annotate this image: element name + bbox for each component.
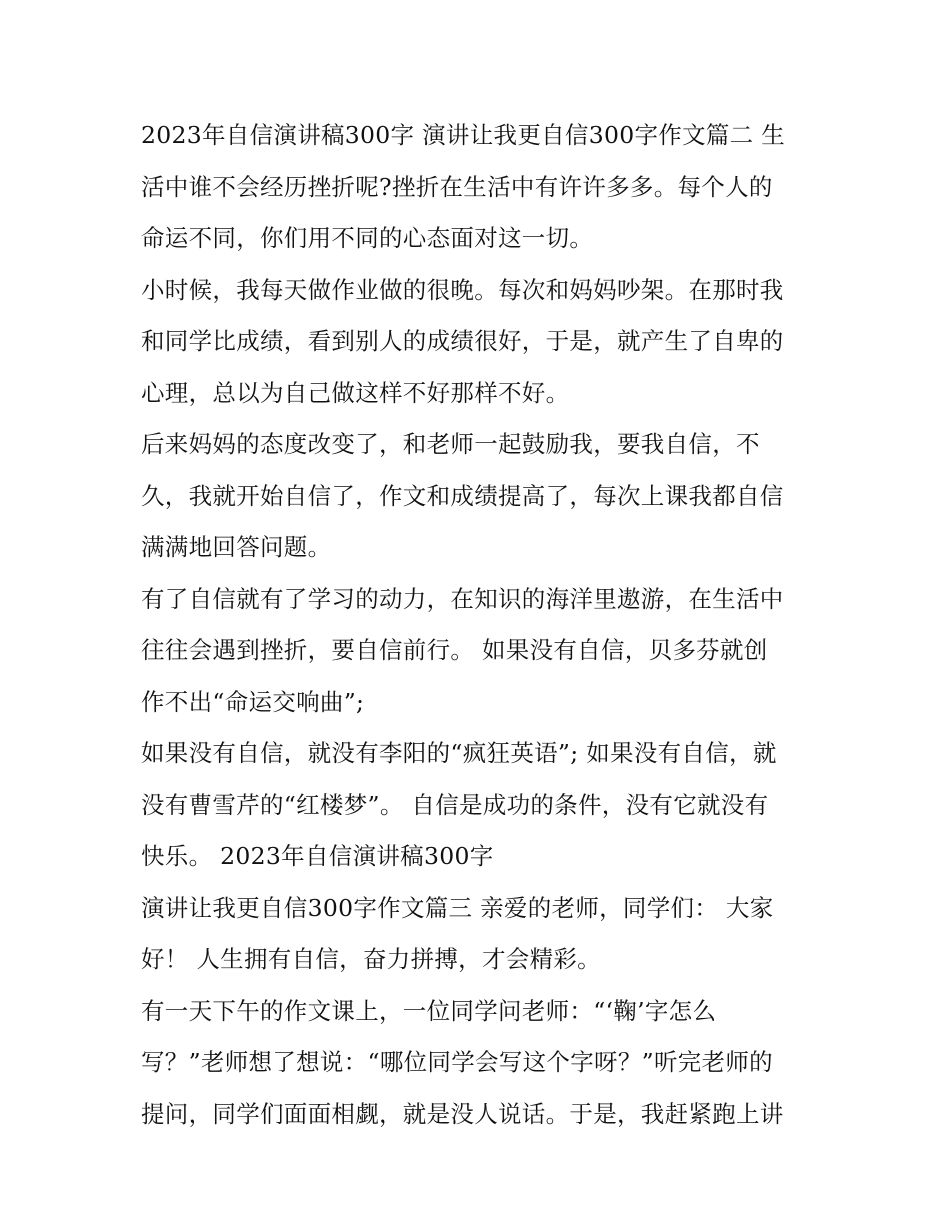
text-line: 快乐。 2023年自信演讲稿300字 <box>141 842 494 870</box>
text-line: 2023年自信演讲稿300字 演讲让我更自信300字作文篇二 生 <box>141 121 786 149</box>
text-line: 没有曹雪芹的“红楼梦”。 自信是成功的条件，没有它就没有 <box>141 790 769 819</box>
text-line: 命运不同，你们用不同的心态面对这一切。 <box>141 224 594 252</box>
text-line: 写？”老师想了想说：“哪位同学会写这个字呀？”听完老师的 <box>141 1048 773 1076</box>
text-line: 演讲让我更自信300字作文篇三 亲爱的老师，同学们： 大家 <box>141 893 774 922</box>
text-line: 小时候，我每天做作业做的很晚。每次和妈妈吵架。在那时我 <box>141 275 784 304</box>
text-line: 有了自信就有了学习的动力，在知识的海洋里遨游，在生活中 <box>141 584 784 613</box>
text-line: 如果没有自信，就没有李阳的“疯狂英语”; 如果没有自信，就 <box>141 739 777 767</box>
text-line: 满满地回答问题。 <box>141 533 332 561</box>
text-line: 和同学比成绩，看到别人的成绩很好，于是，就产生了自卑的 <box>141 327 784 355</box>
text-line: 好！ 人生拥有自信，奋力拼搏，才会精彩。 <box>141 945 601 973</box>
document-body <box>141 110 821 1140</box>
text-line: 有一天下午的作文课上，一位同学问老师：“‘鞠’字怎么 <box>141 996 717 1025</box>
text-line: 提问，同学们面面相觑，就是没人说话。于是，我赶紧跑上讲 <box>141 1099 784 1128</box>
text-line: 久，我就开始自信了，作文和成绩提高了，每次上课我都自信 <box>141 481 784 510</box>
text-line: 后来妈妈的态度改变了，和老师一起鼓励我，要我自信，不 <box>141 430 760 458</box>
text-line: 活中谁不会经历挫折呢?挫折在生活中有许许多多。每个人的 <box>141 172 773 201</box>
text-line: 作不出“命运交响曲”; <box>141 687 365 716</box>
text-line: 心理，总以为自己做这样不好那样不好。 <box>141 378 570 407</box>
text-line: 往往会遇到挫折，要自信前行。 如果没有自信，贝多芬就创 <box>141 636 768 664</box>
